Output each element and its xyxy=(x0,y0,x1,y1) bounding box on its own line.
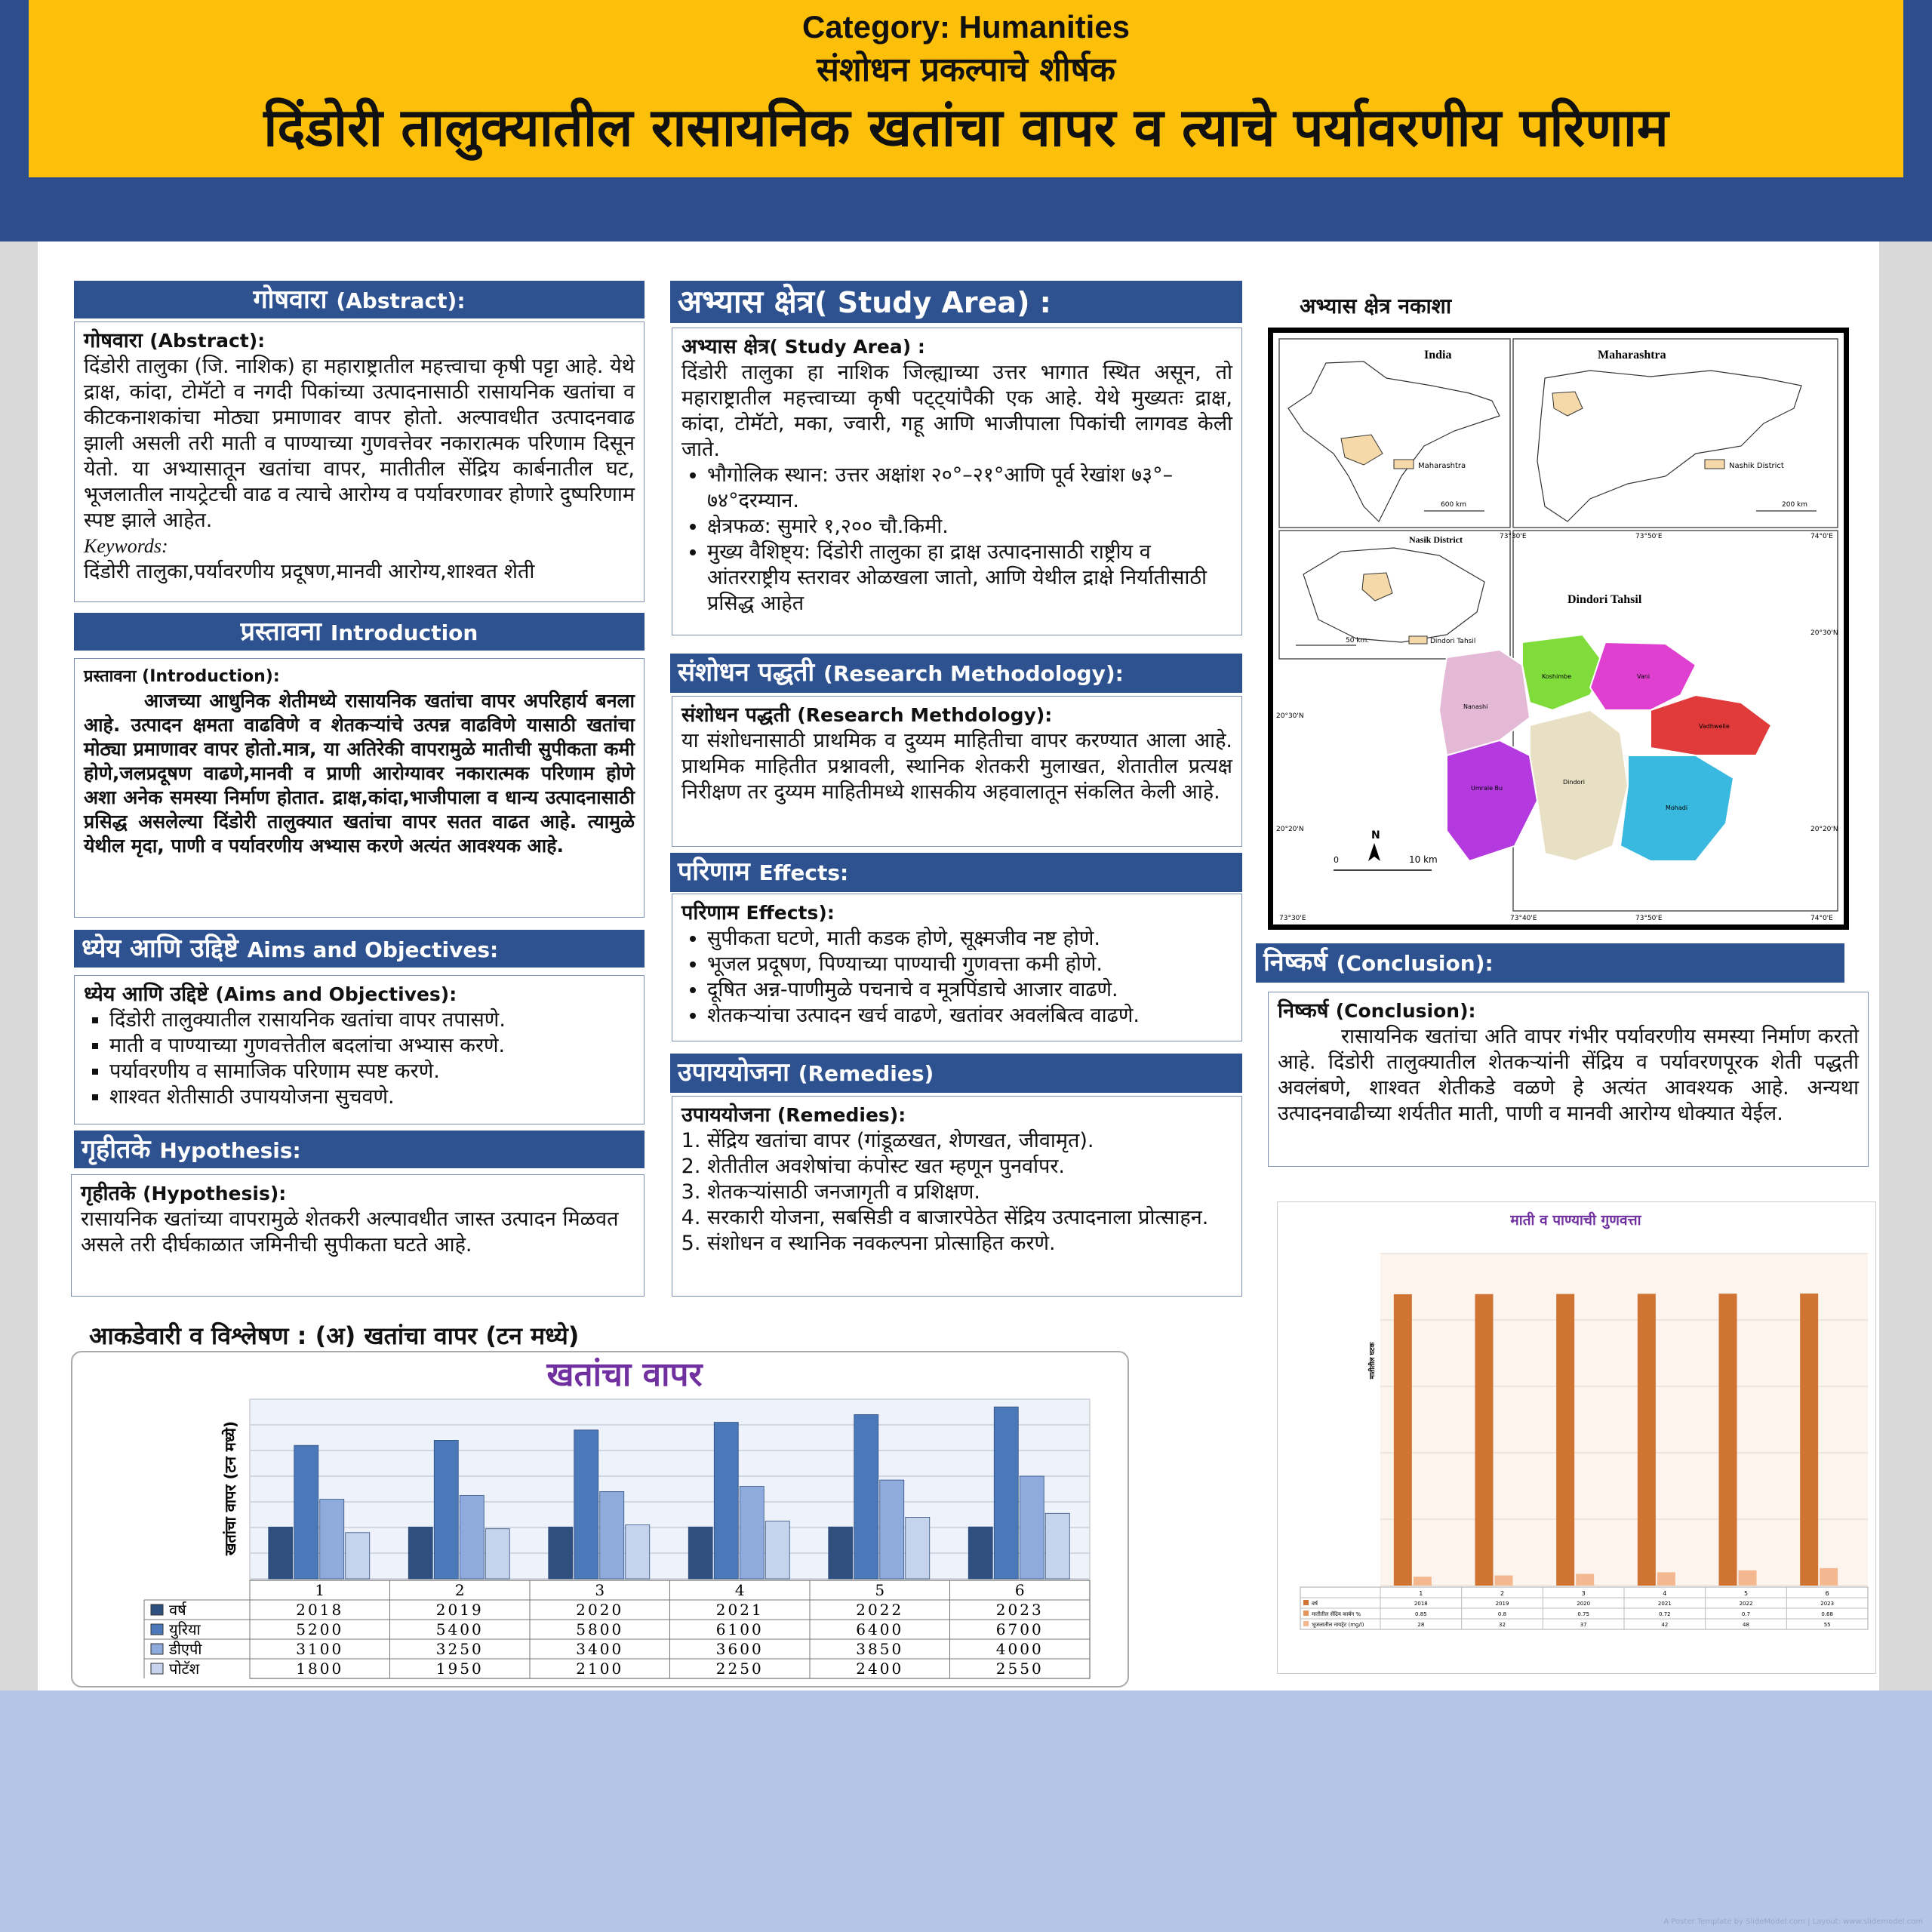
legend-dindori: Dindori Tahsil xyxy=(1430,638,1476,645)
table-cell: 2019 xyxy=(435,1601,484,1619)
table-row-label: पोटॅश xyxy=(169,1660,200,1678)
north-label: N xyxy=(1371,829,1380,841)
study-area-map xyxy=(1268,328,1849,930)
effects-box-title: परिणाम Effects): xyxy=(681,901,835,924)
fertilizer-chart xyxy=(72,1352,1128,1686)
x-tick-label: 5 xyxy=(1743,1590,1749,1597)
quality-chart xyxy=(1278,1202,1874,1672)
abstract-box-title: गोषवारा (Abstract): xyxy=(84,329,266,352)
aim-item: ▪ पर्यावरणीय व सामाजिक परिणाम स्पष्ट करणे. xyxy=(109,1059,635,1084)
bar-पोटॅश xyxy=(346,1533,370,1579)
dindori-label: Dindori Tahsil xyxy=(1567,593,1642,606)
legend-maharashtra: Maharashtra xyxy=(1418,462,1466,470)
coord-top-3: 74°0'E xyxy=(1810,533,1833,540)
zone-label: Mohadi xyxy=(1666,804,1688,811)
bar-पोटॅश xyxy=(485,1529,509,1579)
hypothesis-box-title: गृहीतके (Hypothesis): xyxy=(81,1182,287,1205)
study-area-body: दिंडोरी तालुका हा नाशिक जिल्ह्याच्या उत्तर भागात स्थित असून, तो महाराष्ट्रातील महत्त्वाच्या कृषी पट्ट्यांपैकी एक आहे. येथे मुख्यतः द्राक्ष, कांदा, टोमॅटो, मका, ज्वारी, गहू आणि भाजीपाला पिकांची लागवड केली जाते. xyxy=(681,361,1232,461)
bar-year xyxy=(1719,1294,1737,1586)
coord-bottom-1: 73°30'E xyxy=(1279,915,1306,922)
table-cell: 3250 xyxy=(435,1640,484,1658)
bar-वर्ष xyxy=(269,1527,293,1579)
table-cell: 2021 xyxy=(715,1601,764,1619)
table-cell: 0.68 xyxy=(1821,1611,1833,1617)
map-graphic xyxy=(1273,333,1844,924)
aims-list xyxy=(84,1008,635,1110)
bar-पोटॅश xyxy=(1045,1513,1069,1579)
bar-nitrate xyxy=(1495,1576,1513,1586)
x-tick-label: 5 xyxy=(875,1581,885,1599)
methodology-body: या संशोधनासाठी प्राथमिक व दुय्यम माहितीचा वापर करण्यात आला आहे. प्राथमिक माहितीत प्रश्नावली, स्थानिक शेतकरी मुलाखत, शेतातील प्रत्यक्ष निरीक्षण तर दुय्यम माहितीमध्ये शासकीय अहवालातून संकलित केली आहे. xyxy=(681,729,1232,804)
bar-युरिया xyxy=(994,1407,1018,1579)
table-cell: 32 xyxy=(1499,1622,1506,1628)
legend-swatch xyxy=(1303,1621,1309,1626)
remedy-item: 3. शेतकऱ्यांसाठी जनजागृती व प्रशिक्षण. xyxy=(707,1180,1232,1205)
x-tick-label: 2 xyxy=(454,1581,465,1599)
table-cell: 0.75 xyxy=(1577,1611,1589,1617)
bar-पोटॅश xyxy=(906,1517,930,1579)
footer-note: A Poster Template by SlideModel.com | Layout: www.slidemodel.com xyxy=(1663,1918,1923,1926)
legend-swatch xyxy=(1303,1600,1309,1605)
table-cell: 42 xyxy=(1661,1622,1669,1628)
y-axis-label: खतांचा वापर (टन मध्ये) xyxy=(221,1420,239,1556)
remedy-item: 1. सेंद्रिय खतांचा वापर (गांडूळखत, शेणखत, जीवामृत). xyxy=(707,1128,1232,1154)
bar-year xyxy=(1638,1294,1656,1586)
scale-dindori: 10 km xyxy=(1409,854,1438,865)
table-cell: 2023 xyxy=(1820,1601,1835,1607)
table-cell: 2020 xyxy=(576,1601,624,1619)
header-banner xyxy=(29,0,1903,177)
effect-item: • सुपीकता घटणे, माती कडक होणे, सूक्ष्मजीव नष्ट होणे. xyxy=(707,926,1232,952)
aims-header: ध्येय आणि उद्दिष्टे Aims and Objectives: xyxy=(74,930,645,968)
table-cell: 5400 xyxy=(435,1620,484,1638)
plot-area xyxy=(250,1399,1090,1579)
table-cell: 0.85 xyxy=(1415,1611,1427,1617)
aim-item: ▪ दिंडोरी तालुक्यातील रासायनिक खतांचा वापर तपासणे. xyxy=(109,1008,635,1033)
zone-label: Dindori xyxy=(1563,779,1585,786)
remedies-box xyxy=(672,1096,1242,1297)
methodology-box-title: संशोधन पद्धती (Research Methdology): xyxy=(681,703,1053,727)
remedies-header: उपाययोजना (Remedies) xyxy=(670,1054,1242,1093)
scale-zero: 0 xyxy=(1334,855,1339,865)
conclusion-box-title: निष्कर्ष (Conclusion): xyxy=(1278,999,1476,1023)
effect-item: • दूषित अन्न-पाणीमुळे पचनाचे व मूत्रपिंडाचे आजार वाढणे. xyxy=(707,977,1232,1003)
introduction-box-title: प्रस्तावना (Introduction): xyxy=(84,667,280,686)
coord-right-2: 20°20'N xyxy=(1810,826,1838,833)
bar-डीएपी xyxy=(460,1496,484,1580)
table-cell: 2018 xyxy=(1414,1601,1428,1607)
table-cell: 0.8 xyxy=(1497,1611,1507,1617)
legend-swatch xyxy=(151,1624,163,1635)
nasik-label: Nasik District xyxy=(1409,534,1463,545)
table-cell: 2018 xyxy=(296,1601,344,1619)
chart-title: माती व पाण्याची गुणवत्ता xyxy=(1510,1212,1641,1229)
legend-maharashtra-swatch xyxy=(1394,460,1414,469)
zone-label: Umrale Bu xyxy=(1471,785,1503,792)
table-cell: 1800 xyxy=(296,1660,344,1678)
legend-swatch xyxy=(151,1663,163,1674)
study-area-box-title: अभ्यास क्षेत्र( Study Area) : xyxy=(681,335,925,358)
bar-nitrate xyxy=(1414,1577,1432,1586)
study-area-box xyxy=(672,328,1242,635)
coord-top-1: 73°30'E xyxy=(1500,533,1527,540)
quality-chart-panel xyxy=(1277,1201,1876,1674)
bar-वर्ष xyxy=(968,1527,992,1579)
bar-वर्ष xyxy=(829,1527,853,1579)
x-tick-label: 6 xyxy=(1825,1590,1829,1597)
x-tick-label: 1 xyxy=(1419,1590,1423,1597)
bar-nitrate xyxy=(1820,1568,1838,1586)
table-cell: 5800 xyxy=(576,1620,624,1638)
abstract-body: दिंडोरी तालुका (जि. नाशिक) हा महाराष्ट्रातील महत्त्वाचा कृषी पट्टा आहे. येथे द्राक्ष, कांदा, टोमॅटो व नगदी पिकांच्या उत्पादनासाठी रासायनिक खतांचा व कीटकनाशकांचा मोठ्या प्रमाणावर वापर होतो. अल्पावधीत उत्पादनवाढ झाली असली तरी माती व पाण्याच्या गुणवत्तेवर नकारात्मक परिणाम दिसून येतो. या अभ्यासातून खतांचा वापर, मातीतील सेंद्रिय कार्बनातील घट, भूजलातील नायट्रेटची वाढ व त्याचे आरोग्य व पर्यावरणावर होणारे दुष्परिणाम स्पष्ट झाले आहेत. xyxy=(84,355,635,532)
table-row-label: युरिया xyxy=(169,1620,201,1638)
table-cell: 2021 xyxy=(1657,1601,1672,1607)
table-cell: 37 xyxy=(1580,1622,1587,1628)
aims-box-title: ध्येय आणि उद्दिष्टे (Aims and Objectives): xyxy=(84,983,457,1006)
table-cell: 3100 xyxy=(296,1640,344,1658)
bar-डीएपी xyxy=(740,1487,764,1579)
table-cell: 2019 xyxy=(1495,1601,1509,1607)
scale-mh: 200 km xyxy=(1782,501,1808,509)
x-tick-label: 1 xyxy=(315,1581,325,1599)
table-cell: 4000 xyxy=(995,1640,1044,1658)
methodology-header: संशोधन पद्धती (Research Methodology): xyxy=(670,654,1242,693)
table-cell: 2100 xyxy=(576,1660,624,1678)
abstract-box xyxy=(74,321,645,602)
zone-label: Vani xyxy=(1637,673,1651,680)
conclusion-body: रासायनिक खतांचा अति वापर गंभीर पर्यावरणीय समस्या निर्माण करतो आहे. दिंडोरी तालुक्यातील शेतकऱ्यांनी सेंद्रिय व पर्यावरणपूरक शेती पद्धती अवलंबणे, शाश्वत शेतीकडे वळणे हे अत्यंत आवश्यक आहे. अन्यथा उत्पादनवाढीच्या शर्यतीत माती, पाणी व मानवी आरोग्य धोक्यात येईल. xyxy=(1278,1025,1859,1125)
effect-item: • भूजल प्रदूषण, पिण्याच्या पाण्याची गुणवत्ता कमी होणे. xyxy=(707,952,1232,977)
table-cell: 2400 xyxy=(856,1660,904,1678)
bar-युरिया xyxy=(434,1440,458,1579)
keywords: दिंडोरी तालुका,पर्यावरणीय प्रदूषण,मानवी आरोग्य,शाश्वत शेती xyxy=(84,560,535,583)
introduction-body: आजच्या आधुनिक शेतीमध्ये रासायनिक खतांचा वापर अपरिहार्य बनला आहे. उत्पादन क्षमता वाढविणे व शेतकऱ्यांचे उत्पन्न वाढविणे यासाठी खतांचा मोठ्या प्रमाणावर वापर होतो.मात्र, या अतिरेकी वापरामुळे मातीची सुपीकता कमी होणे,जलप्रदूषण वाढणे,मानवी व प्राणी आरोग्यावर नकारात्मक परिणाम होणे अशा अनेक समस्या निर्माण होतात. द्राक्ष,कांदा,भाजीपाला व धान्य उत्पादनासाठी प्रसिद्ध असलेल्या दिंडोरी तालुक्यात खतांचा वापर सतत वाढत आहे. त्यामुळे येथील मृदा, पाणी व पर्यावरणीय अभ्यास करणे अत्यंत आवश्यक आहे. xyxy=(84,690,635,857)
aim-item: ▪ शाश्वत शेतीसाठी उपाययोजना सुचवणे. xyxy=(109,1084,635,1110)
maharashtra-label: Maharashtra xyxy=(1598,349,1666,361)
bar-year xyxy=(1800,1294,1818,1586)
hypothesis-header: गृहीतके Hypothesis: xyxy=(74,1131,645,1168)
coord-left-1: 20°30'N xyxy=(1276,712,1304,720)
table-cell: 0.72 xyxy=(1659,1611,1671,1617)
x-tick-label: 3 xyxy=(595,1581,605,1599)
effect-item: • शेतकऱ्यांचा उत्पादन खर्च वाढणे, खतांवर अवलंबित्व वाढणे. xyxy=(707,1003,1232,1029)
legend-swatch xyxy=(1303,1611,1309,1616)
table-cell: 2022 xyxy=(1739,1601,1753,1607)
table-cell: 6400 xyxy=(856,1620,904,1638)
coord-bottom-3: 73°50'E xyxy=(1635,915,1663,922)
x-tick-label: 3 xyxy=(1581,1590,1586,1597)
table-row-label: मातीतील सेंद्रिय कार्बन % xyxy=(1312,1611,1361,1617)
study-area-item: • भौगोलिक स्थान: उत्तर अक्षांश २०°–२१°आणि पूर्व रेखांश ७३°–७४°दरम्यान. xyxy=(707,463,1232,514)
table-cell: 55 xyxy=(1823,1622,1831,1628)
table-cell: 6100 xyxy=(715,1620,764,1638)
conclusion-box xyxy=(1268,992,1869,1167)
bar-year xyxy=(1475,1294,1494,1586)
data-section-label: आकडेवारी व विश्लेषण : (अ) खतांचा वापर (टन मध्ये) xyxy=(89,1321,580,1350)
introduction-header: प्रस्तावना Introduction xyxy=(74,613,645,651)
bar-वर्ष xyxy=(408,1527,432,1579)
study-area-header: अभ्यास क्षेत्र( Study Area) : xyxy=(670,281,1242,323)
x-tick-label: 6 xyxy=(1014,1581,1025,1599)
study-area-item: • मुख्य वैशिष्ट्य: दिंडोरी तालुका हा द्राक्ष उत्पादनासाठी राष्ट्रीय व आंतरराष्ट्रीय स्तरावर ओळखला जातो, आणि येथील द्राक्षे निर्यातीसाठी प्रसिद्ध आहेत xyxy=(707,540,1232,617)
introduction-box xyxy=(74,658,645,918)
india-label: India xyxy=(1424,349,1452,361)
bar-वर्ष xyxy=(688,1527,712,1579)
table-row-label: वर्ष xyxy=(169,1601,186,1619)
remedy-item: 5. संशोधन व स्थानिक नवकल्पना प्रोत्साहित करणे. xyxy=(707,1231,1232,1257)
bar-nitrate xyxy=(1657,1572,1675,1586)
coord-top-2: 73°50'E xyxy=(1635,533,1663,540)
table-cell: 3600 xyxy=(715,1640,764,1658)
remedy-item: 4. सरकारी योजना, सबसिडी व बाजारपेठेत सेंद्रिय उत्पादनाला प्रोत्साहन. xyxy=(707,1205,1232,1231)
bar-पोटॅश xyxy=(626,1525,650,1579)
study-area-list xyxy=(681,463,1232,617)
methodology-box xyxy=(672,696,1242,847)
table-cell: 1950 xyxy=(435,1660,484,1678)
coord-bottom-4: 74°0'E xyxy=(1810,915,1833,922)
table-cell: 2550 xyxy=(995,1660,1044,1678)
hypothesis-body: रासायनिक खतांच्या वापरामुळे शेतकरी अल्पावधीत जास्त उत्पादन मिळवत असले तरी दीर्घकाळात जमिनीची सुपीकता घटते आहे. xyxy=(81,1208,619,1257)
bar-year xyxy=(1394,1294,1412,1586)
legend-nashik: Nashik District xyxy=(1729,462,1784,470)
table-cell: 0.7 xyxy=(1741,1611,1751,1617)
map-label: अभ्यास क्षेत्र नकाशा xyxy=(1300,294,1452,318)
effects-header: परिणाम Effects: xyxy=(670,853,1242,892)
effects-box xyxy=(672,894,1242,1041)
table-cell: 2020 xyxy=(1577,1601,1591,1607)
table-row-label: भूजलातील नायट्रेट (mg/l) xyxy=(1312,1622,1364,1628)
scale-nasik: 50 km. xyxy=(1346,637,1370,645)
plot-area xyxy=(1380,1254,1868,1586)
zone-label: Koshimbe xyxy=(1542,673,1571,680)
hypothesis-box xyxy=(71,1174,645,1297)
fertilizer-chart-panel xyxy=(71,1351,1129,1687)
bar-युरिया xyxy=(574,1430,598,1579)
table-row-label: वर्ष xyxy=(1312,1601,1318,1607)
zone-label: Nanashi xyxy=(1463,703,1488,710)
table-cell: 2022 xyxy=(856,1601,904,1619)
conclusion-header: निष्कर्ष (Conclusion): xyxy=(1256,943,1844,983)
remedy-item: 2. शेतीतील अवशेषांचा कंपोस्ट खत म्हणून पुनर्वापर. xyxy=(707,1154,1232,1180)
bar-पोटॅश xyxy=(765,1521,789,1580)
x-tick-label: 4 xyxy=(1663,1590,1667,1597)
table-cell: 2250 xyxy=(715,1660,764,1678)
keywords-label: Keywords: xyxy=(84,535,168,557)
bar-युरिया xyxy=(294,1445,318,1579)
x-tick-label: 2 xyxy=(1500,1590,1505,1597)
category-label: Category: Humanities xyxy=(801,9,1131,45)
aims-box xyxy=(74,975,645,1124)
zone-dindori xyxy=(1530,710,1628,861)
legend-nashik-swatch xyxy=(1705,460,1724,469)
x-tick-label: 4 xyxy=(734,1581,745,1599)
bar-nitrate xyxy=(1576,1574,1594,1586)
bar-युरिया xyxy=(714,1423,738,1579)
remedies-box-title: उपाययोजना (Remedies): xyxy=(681,1103,906,1127)
table-cell: 48 xyxy=(1743,1622,1749,1628)
bar-डीएपी xyxy=(880,1480,904,1579)
bar-युरिया xyxy=(854,1414,878,1579)
table-cell: 3850 xyxy=(856,1640,904,1658)
bar-डीएपी xyxy=(320,1500,344,1579)
table-cell: 28 xyxy=(1417,1622,1425,1628)
study-area-item: • क्षेत्रफळ: सुमारे १,२०० चौ.किमी. xyxy=(707,514,1232,540)
table-cell: 2023 xyxy=(995,1601,1044,1619)
coord-left-2: 20°20'N xyxy=(1276,826,1304,833)
y-axis-label: मातीतील घटक xyxy=(1369,1342,1377,1380)
remedies-list xyxy=(681,1128,1232,1257)
zone-label: Vadhwelle xyxy=(1699,723,1730,730)
poster-title: दिंडोरी तालुक्यातील रासायनिक खतांचा वापर व त्याचे पर्यावरणीय परिणाम xyxy=(263,97,1669,158)
table-cell: 3400 xyxy=(576,1640,624,1658)
table-cell: 6700 xyxy=(995,1620,1044,1638)
chart-title: खतांचा वापर xyxy=(546,1355,703,1394)
legend-dindori-swatch xyxy=(1409,636,1427,644)
coord-right-1: 20°30'N xyxy=(1810,629,1838,637)
header-subtitle: संशोधन प्रकल्पाचे शीर्षक xyxy=(817,51,1115,89)
bar-डीएपी xyxy=(600,1491,624,1579)
bar-वर्ष xyxy=(549,1527,573,1579)
bar-डीएपी xyxy=(1020,1476,1044,1579)
bar-year xyxy=(1556,1294,1574,1586)
coord-bottom-2: 73°40'E xyxy=(1510,915,1537,922)
table-cell: 5200 xyxy=(296,1620,344,1638)
table-row-label: डीएपी xyxy=(169,1640,202,1658)
legend-swatch xyxy=(151,1604,163,1615)
aim-item: ▪ माती व पाण्याच्या गुणवत्तेतील बदलांचा अभ्यास करणे. xyxy=(109,1033,635,1059)
legend-swatch xyxy=(151,1644,163,1654)
abstract-header: गोषवारा (Abstract): xyxy=(74,281,645,318)
effects-list xyxy=(681,926,1232,1029)
bar-nitrate xyxy=(1739,1571,1757,1586)
scale-india: 600 km xyxy=(1441,501,1467,509)
